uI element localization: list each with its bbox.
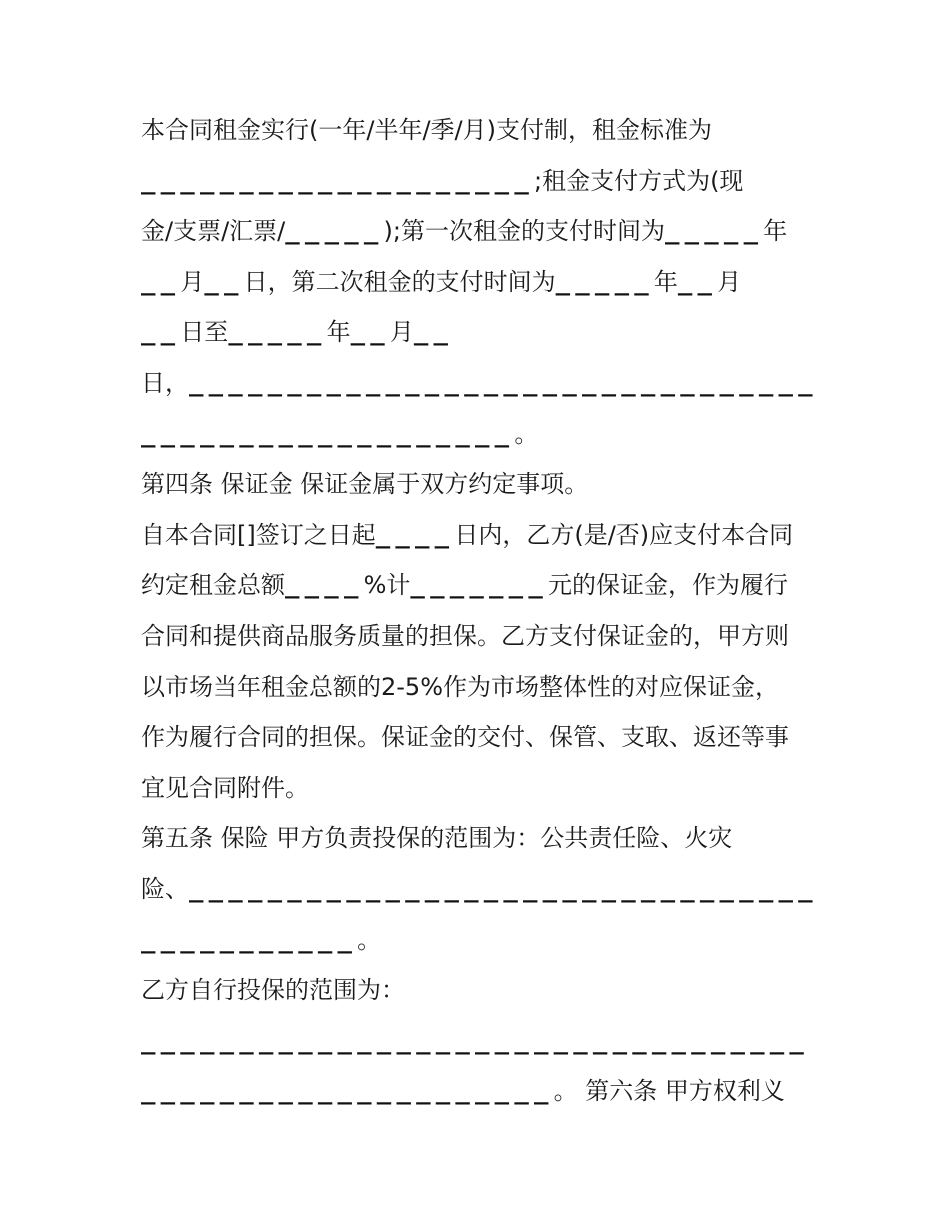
- text-segment: 年: [326, 318, 351, 347]
- text-segment: 作为履行合同的担保。保证金的交付、保管、支取、返还等事: [141, 723, 789, 752]
- fill-in-blank: _____: [285, 217, 384, 246]
- fill-in-blank: _______: [410, 571, 548, 600]
- text-segment: 日，第二次租金的支付时间为: [243, 267, 556, 296]
- text-segment: 月: [180, 267, 205, 296]
- text-line: [141, 105, 821, 156]
- text-segment: 第四条 保证金 保证金属于双方约定事项。: [141, 470, 589, 499]
- text-line: [141, 459, 821, 510]
- fill-in-blank: __: [413, 318, 454, 347]
- fill-in-blank: ____: [285, 571, 364, 600]
- text-segment: 险、: [141, 874, 189, 903]
- text-segment: 。: [514, 419, 539, 448]
- text-segment: 本合同租金实行(一年/半年/季/月)支付制，租金标准为: [141, 116, 712, 144]
- contract-page-body: [141, 105, 821, 1117]
- text-segment: 年: [763, 217, 788, 246]
- text-segment: 金/支票/汇票/: [141, 217, 286, 246]
- fill-in-blank: __: [204, 267, 244, 296]
- text-segment: 。: [357, 925, 382, 954]
- text-segment: 日，: [141, 368, 189, 397]
- fill-in-blank: ____________________: [141, 166, 534, 195]
- text-segment: ;租金支付方式为(现: [533, 166, 744, 195]
- fill-in-blank: ____: [375, 520, 455, 549]
- text-line: [141, 257, 821, 308]
- fill-in-blank: _____: [555, 267, 654, 296]
- text-segment: 乙方自行投保的范围为：: [141, 976, 405, 1005]
- text-segment: 日至: [180, 318, 229, 347]
- text-segment: 元的保证金，作为履行: [547, 571, 788, 600]
- text-segment: 约定租金总额: [141, 571, 285, 600]
- text-segment: 年: [653, 267, 678, 296]
- text-segment: 合同和提供商品服务质量的担保。乙方支付保证金的，甲方则: [141, 621, 789, 650]
- text-segment: 月: [717, 267, 742, 296]
- text-line: [141, 864, 821, 915]
- text-line: [141, 662, 821, 713]
- text-line: [141, 358, 821, 409]
- text-segment: %计: [363, 571, 411, 600]
- text-segment: 宜见合同附件。: [141, 773, 309, 802]
- fill-in-blank: ________________________________: [189, 874, 818, 903]
- text-line: [141, 611, 821, 662]
- fill-in-blank: ________________________________: [189, 368, 818, 397]
- fill-in-blank: ___________: [141, 925, 358, 954]
- text-line: [141, 560, 821, 611]
- text-segment: 月: [389, 318, 414, 347]
- text-line: [141, 965, 821, 1016]
- fill-in-blank: __: [141, 318, 181, 347]
- text-segment: 日内，乙方(是/否)应支付本合同: [454, 520, 794, 549]
- fill-in-blank: __: [677, 267, 718, 296]
- text-line: [141, 409, 821, 460]
- text-segment: 第五条 保险 甲方负责投保的范围为：公共责任险、火灾: [141, 824, 733, 853]
- fill-in-blank: _____: [228, 318, 327, 347]
- fill-in-blank: __________________________________: [141, 1026, 810, 1055]
- text-line: [141, 813, 821, 864]
- text-line: [141, 763, 821, 814]
- text-line: [141, 156, 821, 207]
- text-segment: );第一次租金的支付时间为: [383, 217, 665, 246]
- fill-in-blank: __: [141, 267, 181, 296]
- text-line: [141, 712, 821, 763]
- fill-in-blank: ___________________: [141, 419, 515, 448]
- text-line: [141, 206, 821, 257]
- fill-in-blank: __: [350, 318, 390, 347]
- text-segment: 。 第六条 甲方权利义: [553, 1077, 785, 1106]
- text-line: [141, 510, 821, 561]
- text-segment: 以市场当年租金总额的2-5%作为市场整体性的对应保证金，: [141, 672, 780, 701]
- fill-in-blank: _____________________: [141, 1077, 554, 1106]
- text-line: [141, 307, 821, 358]
- text-line: [141, 915, 821, 966]
- fill-in-blank: _____: [664, 217, 764, 246]
- text-line: [141, 1066, 821, 1117]
- text-segment: 自本合同[]签订之日起: [141, 520, 376, 549]
- text-line: [141, 1016, 821, 1067]
